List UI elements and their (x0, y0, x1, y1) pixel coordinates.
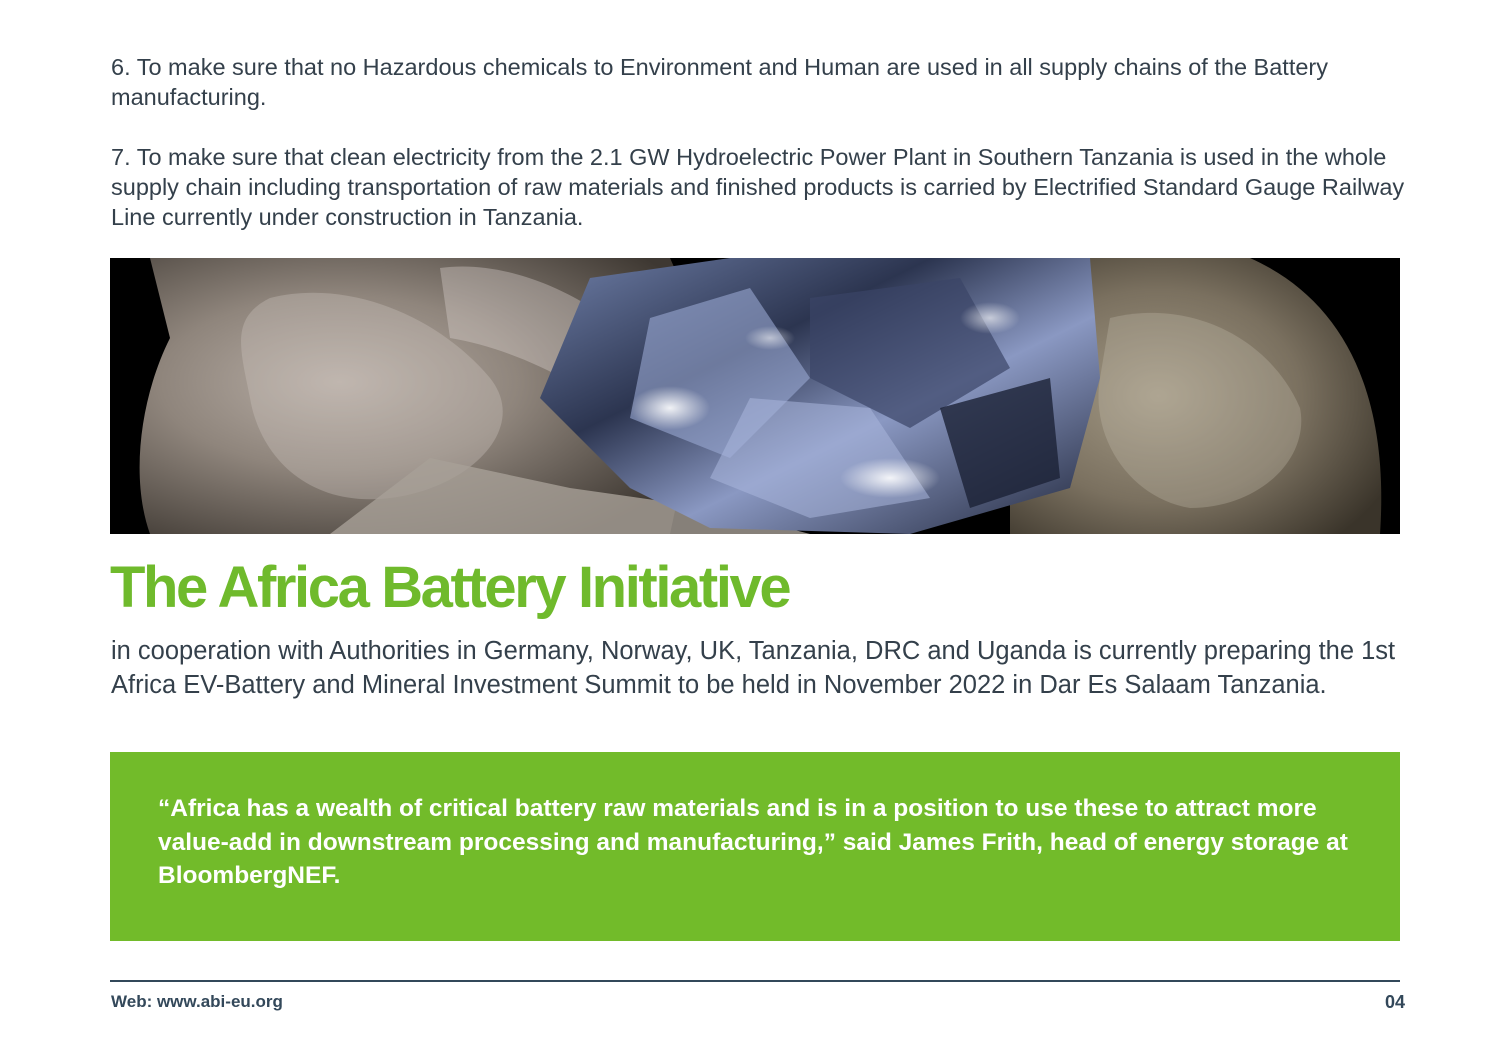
quote-callout (110, 752, 1400, 941)
page-number: 04 (1384, 992, 1405, 1012)
list-item-6: 6. To make sure that no Hazardous chemicals to Environment and Human are used in all supply chains of the Battery manufacturing. (111, 54, 1328, 110)
list-item-7: 7. To make sure that clean electricity from the 2.1 GW Hydroelectric Power Plant in Southern Tanzania is used in the whole supply chain including transportation of raw materials and finished products is carried by Electrified Standard Gauge Railway Line currently under construction in Tanzania. (111, 144, 1405, 230)
footer-website: Web: www.abi-eu.org (111, 992, 283, 1011)
quote-text: “Africa has a wealth of critical battery raw materials and is in a position to use these to attract more value-add in downstream processing and manufacturing,” said James Frith, head of energy storage at BloombergNEF. (158, 795, 1348, 889)
intro-paragraph: in cooperation with Authorities in Germany, Norway, UK, Tanzania, DRC and Uganda is currently preparing the 1st Africa EV-Battery and Mineral Investment Summit to be held in November 2022 in Dar Es Salaam Tanzania. (111, 637, 1396, 699)
section-heading: The Africa Battery Initiative (110, 555, 790, 620)
mineral-crystal-photo (110, 258, 1400, 534)
footer-divider (110, 980, 1400, 982)
mineral-photo-illustration (110, 258, 1400, 534)
